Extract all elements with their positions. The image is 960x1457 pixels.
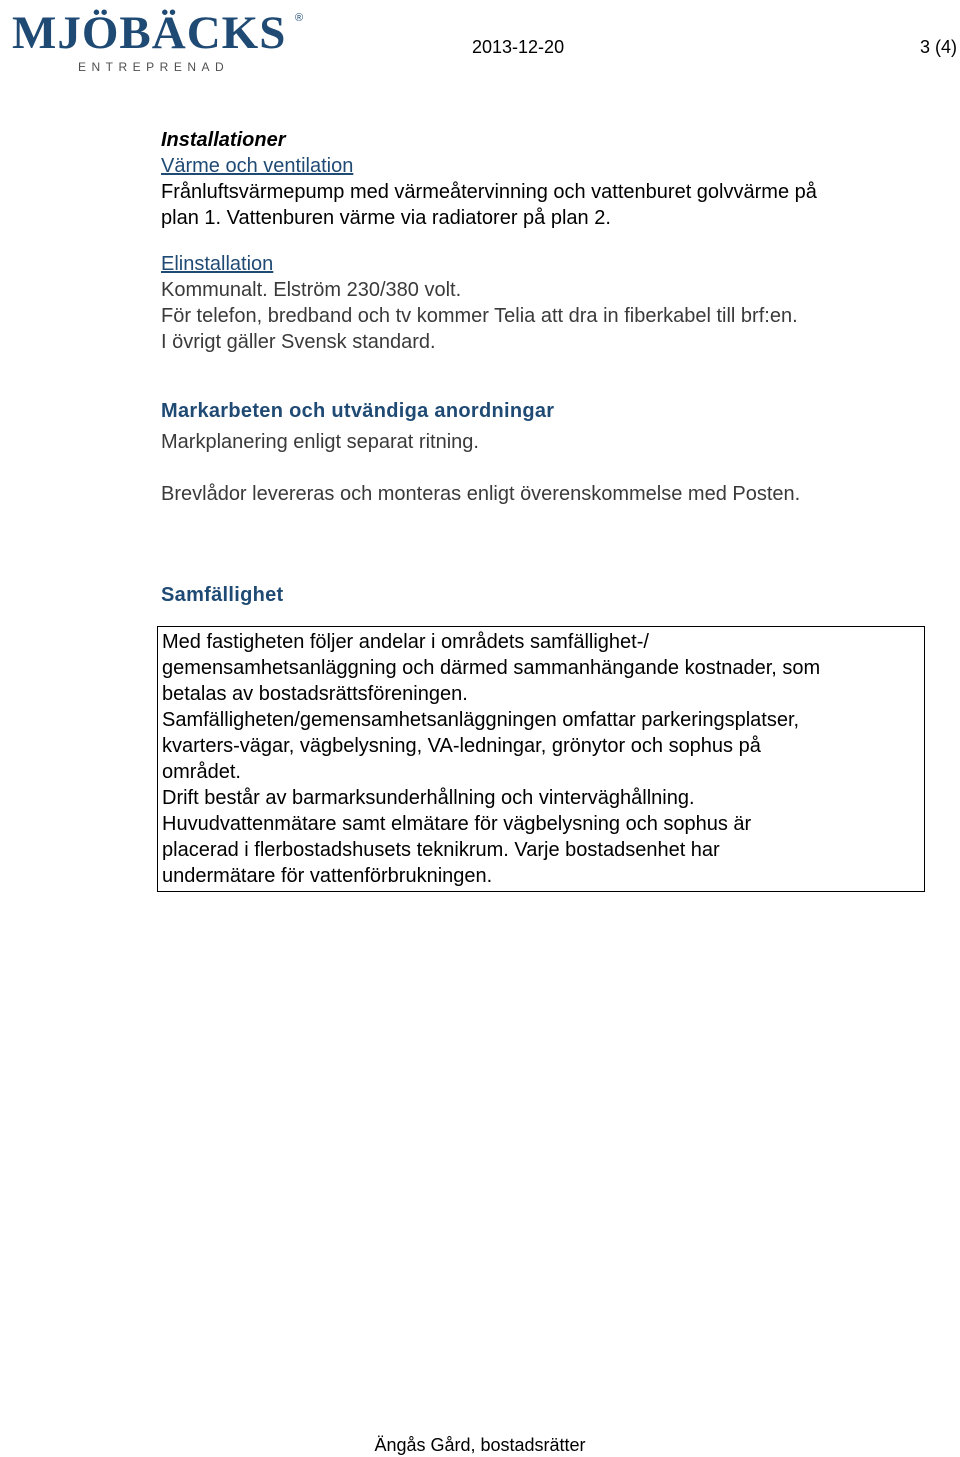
section-title-installationer: Installationer <box>161 129 286 151</box>
varme-line: plan 1. Vattenburen värme via radiatorer på plan 2. <box>161 207 611 229</box>
document-body <box>161 127 931 608</box>
samfallighet-line: Samfälligheten/gemensamhetsanläggningen omfattar parkeringsplatser, <box>162 709 800 731</box>
logo-wordmark: MJÖBÄCKS <box>12 7 287 59</box>
logo-subtitle: ENTREPRENAD <box>78 60 230 74</box>
company-logo <box>12 8 302 74</box>
samfallighet-line: kvarters-vägar, vägbelysning, VA-ledningar, grönytor och sophus på <box>162 735 761 757</box>
samfallighet-line: området. <box>162 761 241 783</box>
document-date: 2013-12-20 <box>472 37 565 57</box>
el-line: I övrigt gäller Svensk standard. <box>161 331 436 353</box>
subsection-title-varme: Värme och ventilation <box>161 155 354 177</box>
subsection-title-el: Elinstallation <box>161 253 274 275</box>
logo-registered-mark: ® <box>295 12 304 24</box>
section-title-markarbeten: Markarbeten och utvändiga anordningar <box>161 400 555 422</box>
page-footer: Ängås Gård, bostadsrätter <box>374 1435 586 1455</box>
samfallighet-line: Med fastigheten följer andelar i områdets samfällighet-/ <box>162 631 649 653</box>
samfallighet-line: Huvudvattenmätare samt elmätare för vägbelysning och sophus är <box>162 813 752 835</box>
section-title-samfallighet: Samfällighet <box>161 584 284 606</box>
markarbeten-line: Brevlådor levereras och monteras enligt överenskommelse med Posten. <box>161 483 801 505</box>
samfallighet-line: undermätare för vattenförbrukningen. <box>162 865 493 887</box>
el-line: Kommunalt. Elström 230/380 volt. <box>161 279 462 301</box>
el-line: För telefon, bredband och tv kommer Telia att dra in fiberkabel till brf:en. <box>161 305 798 327</box>
samfallighet-box <box>157 626 925 892</box>
page-number: 3 (4) <box>920 37 958 57</box>
samfallighet-line: gemensamhetsanläggning och därmed sammanhängande kostnader, som <box>162 657 821 679</box>
markarbeten-line: Markplanering enligt separat ritning. <box>161 431 479 453</box>
samfallighet-line: placerad i flerbostadshusets teknikrum. Varje bostadsenhet har <box>162 839 720 861</box>
samfallighet-line: betalas av bostadsrättsföreningen. <box>162 683 468 705</box>
varme-line: Frånluftsvärmepump med värmeåtervinning och vattenburet golvvärme på <box>161 181 817 203</box>
samfallighet-line: Drift består av barmarksunderhållning och vinterväghållning. <box>162 787 695 809</box>
